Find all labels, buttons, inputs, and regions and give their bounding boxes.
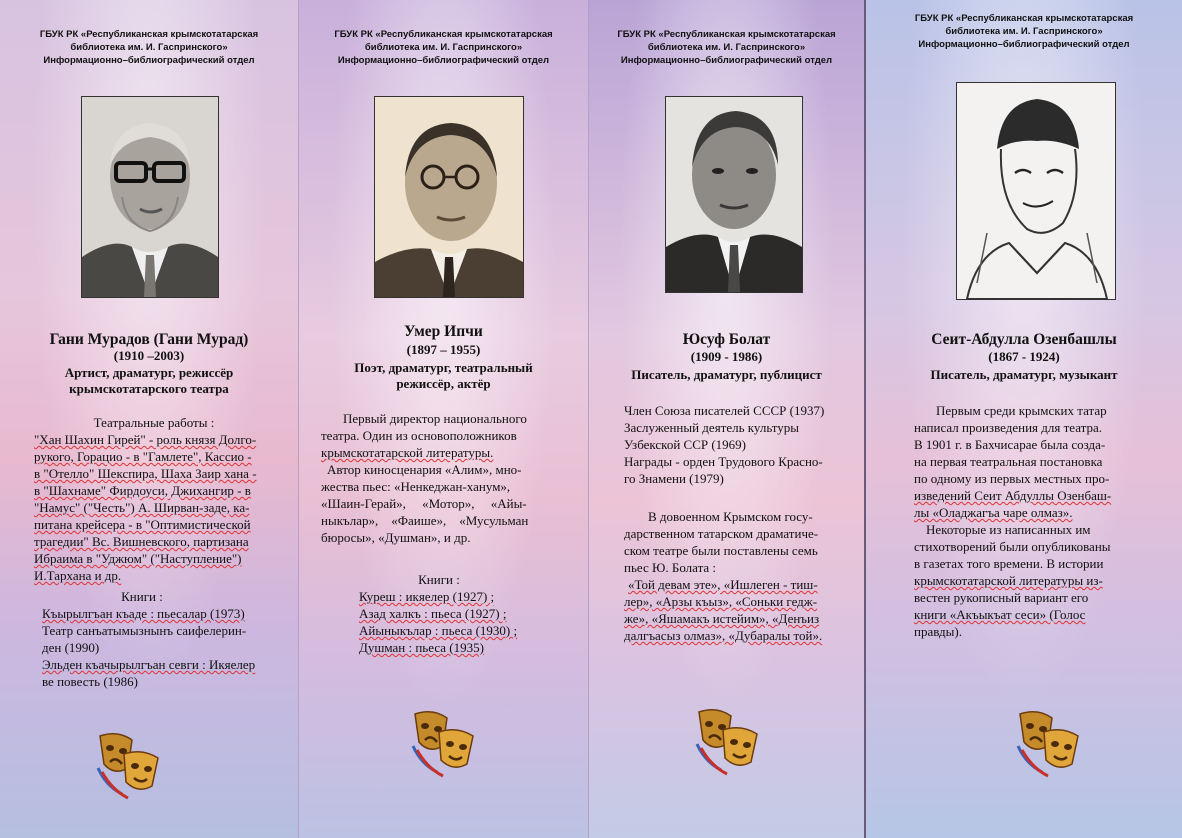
portrait-photo <box>81 96 219 298</box>
info-line: Заслуженный деятель культуры <box>624 420 800 435</box>
books-heading: Книги : <box>418 572 460 587</box>
bio-line: дарственном татарском драматиче- <box>624 526 819 541</box>
bookmark-panel-ipchi <box>298 0 588 838</box>
person-role: Писатель, драматург, музыкант <box>930 367 1118 382</box>
bio-line: стихотворений были опубликованы <box>914 539 1111 554</box>
theatre-masks-icon <box>691 704 765 783</box>
header-line-3: Информационно–библиографический отдел <box>337 55 550 66</box>
bio-line: далгъасыз олмаз», «Дубаралы той». <box>624 628 823 643</box>
life-years: (1910 –2003) <box>113 348 185 363</box>
info-line: го Знамени (1979) <box>624 471 724 486</box>
book-item: Азад халкъ : пьеса (1927) ; <box>359 606 507 621</box>
book-item: ве повесть (1986) <box>42 674 138 689</box>
bookmark-panel-bolat <box>588 0 864 838</box>
works-line: питана крейсера - в "Оптимистической <box>34 517 251 532</box>
portrait-photo <box>665 96 803 293</box>
bio-section <box>321 410 565 546</box>
person-role: Писатель, драматург, публицист <box>631 367 822 382</box>
bio-section <box>624 508 856 644</box>
header-line-1: ГБУК РК «Республиканская крымскотатарская <box>39 29 259 40</box>
header-line-3: Информационно–библиографический отдел <box>620 55 833 66</box>
life-years: (1897 – 1955) <box>406 342 481 357</box>
header-line-1: ГБУК РК «Республиканская крымскотатарская <box>914 13 1134 24</box>
info-line: Узбекской ССР (1969) <box>624 437 747 452</box>
bio-line: Первый директор национального <box>343 411 527 426</box>
works-line: Ибраима в "Уджюм" ("Наступление") <box>34 551 242 566</box>
header-line-2: библиотека им. И. Гаспринского» <box>945 26 1103 37</box>
bio-line: на первая театральная постановка <box>914 454 1103 469</box>
bio-line: «Шаин-Герай», «Мотор», «Айы- <box>321 496 527 511</box>
header-line-2: библиотека им. И. Гаспринского» <box>364 42 523 53</box>
portrait-photo <box>956 82 1116 300</box>
header-line-2: библиотека им. И. Гаспринского» <box>647 42 806 53</box>
header-line-3: Информационно–библиографический отдел <box>918 39 1130 50</box>
book-item: Куреш : икяелер (1927) ; <box>359 589 495 604</box>
library-header <box>0 28 298 67</box>
person-name: Умер Ипчи <box>404 323 483 340</box>
bio-line: лер», «Арзы къыз», «Соньки гедж- <box>624 594 818 609</box>
bio-line: В 1901 г. в Бахчисарае была созда- <box>914 437 1106 452</box>
portrait-photo <box>374 96 524 298</box>
book-item: ден (1990) <box>42 640 100 655</box>
info-section <box>624 402 854 487</box>
works-line: "Хан Шахин Гирей" - роль князя Долго- <box>34 432 257 447</box>
bio-line: ныкълар», «Фаише», «Мусульман <box>321 513 529 528</box>
works-line: трагедии" Вс. Вишневского, партизана <box>34 534 249 549</box>
person-name: Гани Мурадов (Гани Мурад) <box>49 331 249 348</box>
works-section <box>34 414 274 584</box>
books-section <box>42 588 282 690</box>
library-header <box>589 28 864 67</box>
bio-line: театра. Один из основоположников <box>321 428 517 443</box>
info-line: Член Союза писателей СССР (1937) <box>624 403 825 418</box>
book-item: Театр санъатымызнынъ саифелерин- <box>42 623 247 638</box>
header-line-3: Информационно–библиографический отдел <box>43 55 255 66</box>
bio-line: бюросы», «Душман», и др. <box>321 530 471 545</box>
person-name: Сеит-Абдулла Озенбашлы <box>931 331 1117 348</box>
bio-line: же», «Яшамакъ истейим», «Денъиз <box>624 611 820 626</box>
book-item: Къырылгъан къаде : пьесалар (1973) <box>42 606 245 621</box>
bio-line: по одному из первых местных про- <box>914 471 1110 486</box>
works-line: рукого, Горацио - в "Гамлете", Кассио - <box>34 449 252 464</box>
bio-line: В довоенном Крымском госу- <box>648 509 813 524</box>
header-line-2: библиотека им. И. Гаспринского» <box>70 42 228 53</box>
bio-line: книги «Акъыкъат сеси» (Голос <box>914 607 1086 622</box>
person-role: Поэт, драматург, театральный режиссёр, актёр <box>354 360 533 391</box>
bio-line: правды). <box>914 624 962 639</box>
book-item: Душман : пьеса (1935) <box>359 640 484 655</box>
book-item: Айыныкълар : пьеса (1930) ; <box>359 623 518 638</box>
bio-line: ском театре были поставлены семь <box>624 543 818 558</box>
works-line: в "Шахнаме" Фирдоуси, Джихангир - в <box>34 483 251 498</box>
life-years: (1867 - 1924) <box>988 349 1060 364</box>
theatre-masks-icon <box>92 728 166 807</box>
bio-line: «Той девам эте», «Ишлеген - тиш- <box>628 577 818 592</box>
header-line-1: ГБУК РК «Республиканская крымскотатарская <box>334 29 553 40</box>
header-line-1: ГБУК РК «Республиканская крымскотатарская <box>617 29 836 40</box>
bio-line: Первым среди крымских татар <box>936 403 1107 418</box>
bookmark-panel-ozenbashly <box>864 0 1182 838</box>
works-line: И.Тархана и др. <box>34 568 122 583</box>
bio-line: написал произведения для театра. <box>914 420 1102 435</box>
books-heading: Книги : <box>121 589 163 604</box>
bio-line: вестен рукописный вариант его <box>914 590 1089 605</box>
bio-line: крымскотатарской литературы. <box>321 445 494 460</box>
library-header <box>866 12 1182 51</box>
bio-line: жества пьес: «Ненкеджан-ханум», <box>321 479 511 494</box>
theatre-masks-icon <box>407 706 481 785</box>
bio-line: крымскотатарской литературы из- <box>914 573 1103 588</box>
bookmark-panel-muradov <box>0 0 298 838</box>
bio-line: Автор киносценария «Алим», мно- <box>327 462 522 477</box>
theatre-masks-icon <box>1012 706 1086 785</box>
bio-line: пьес Ю. Болата : <box>624 560 717 575</box>
works-line: "Намус" ("Честь") А. Ширван-заде, ка- <box>34 500 250 515</box>
bio-line: Некоторые из написанных им <box>926 522 1091 537</box>
book-item: Эльден къачырылгъан севги : Икяелер <box>42 657 256 672</box>
bio-line: лы «Оладжагъа чаре олмаз». <box>914 505 1073 520</box>
library-header <box>299 28 588 67</box>
info-line: Награды - орден Трудового Красно- <box>624 454 823 469</box>
life-years: (1909 - 1986) <box>690 349 763 364</box>
works-line: в "Отелло" Шекспира, Шаха Заир хана - <box>34 466 257 481</box>
person-name: Юсуф Болат <box>682 331 771 348</box>
works-heading: Театральные работы : <box>93 415 215 430</box>
books-section <box>359 571 579 656</box>
bio-line: в газетах того времени. В истории <box>914 556 1104 571</box>
person-role: Артист, драматург, режиссёр крымскотатарского театра <box>64 365 234 396</box>
bio-section <box>914 402 1154 640</box>
bio-line: изведений Сеит Абдуллы Озенбаш- <box>914 488 1112 503</box>
